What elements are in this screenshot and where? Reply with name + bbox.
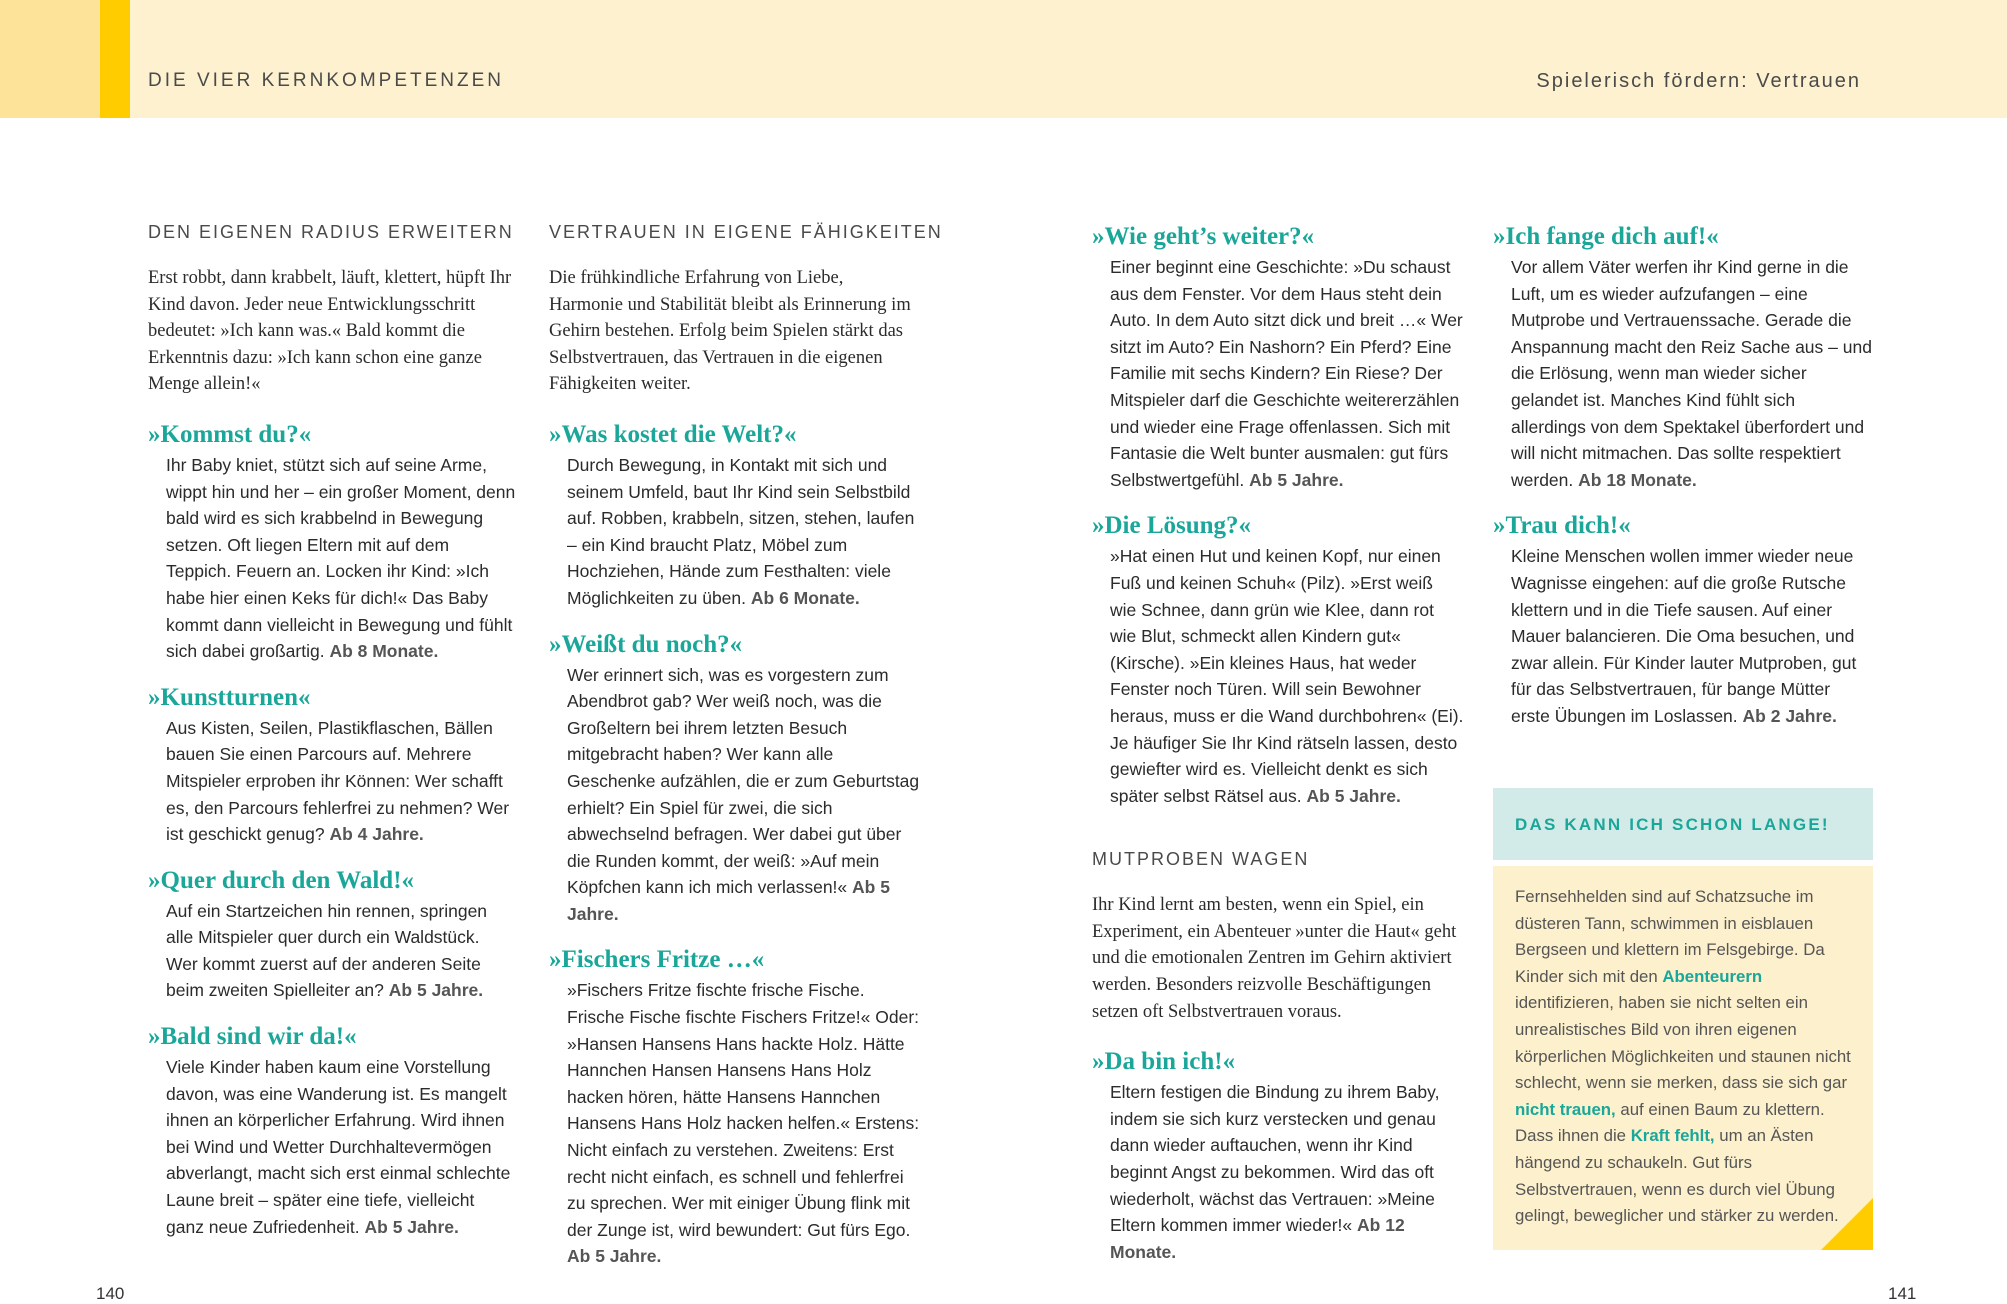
section-kicker: VERTRAUEN IN EIGENE FÄHIGKEITEN <box>549 222 943 242</box>
header-band <box>0 0 2007 118</box>
game-body <box>567 452 921 612</box>
page-number-left: 140 <box>96 1284 125 1303</box>
infobox-text-part: Fernsehhelden sind auf Schatzsuche im düsteren Tann, schwimmen in eisblauen Bergseen und klettern im Felsgebirge. Da Kinder sich mit den <box>1515 887 1825 986</box>
page-number-right: 141 <box>1888 1284 1917 1303</box>
infobox-highlight: Kraft fehlt, <box>1630 1126 1715 1146</box>
game-entry <box>549 630 921 928</box>
game-text: Auf ein Startzeichen hin rennen, springen alle Mitspieler quer durch ein Waldstück. Wer kommt zuerst auf der anderen Seite beim zweiten Spielleiter an? <box>166 900 488 1001</box>
game-title: »Weißt du noch?« <box>549 630 743 658</box>
column-4 <box>1493 222 1873 748</box>
running-head-left: DIE VIER KERNKOMPETENZEN <box>148 70 504 91</box>
age-label: Ab 4 Jahre. <box>329 824 424 845</box>
game-entry <box>148 866 516 1004</box>
infobox-header <box>1493 788 1873 860</box>
game-title: »Die Lösung?« <box>1092 512 1252 540</box>
game-text: Wer erinnert sich, was es vorgestern zum Abendbrot gab? Wer weiß noch, was die Großeltern bei ihrem letzten Besuch mitgebracht haben? Wer kann alle Geschenke aufzählen, die er zum Geburtstag erhielt? Ein Spiel für zwei, die sich abwechselnd befragen. Wer dabei gut über die Runden kommt, der weiß: »Auf mein Köpfchen kann ich mich verlassen!« <box>567 664 920 898</box>
running-head-right: Spielerisch fördern: Vertrauen <box>1536 70 1861 92</box>
game-body <box>567 662 921 928</box>
age-label: Ab 5 Jahre. <box>567 877 890 924</box>
column-3 <box>1092 222 1464 1283</box>
age-label: Ab 12 Monate. <box>1110 1215 1405 1262</box>
game-title: »Was kostet die Welt?« <box>549 420 797 448</box>
header-stripe-left <box>0 0 100 118</box>
game-body <box>166 715 516 848</box>
game-body <box>1511 543 1873 729</box>
game-entry <box>1092 511 1464 809</box>
game-body <box>1110 543 1464 809</box>
infobox-body <box>1493 866 1873 1250</box>
game-title: »Fischers Fritze …« <box>549 946 765 974</box>
game-title: »Trau dich!« <box>1493 512 1631 540</box>
game-title: »Wie geht’s weiter?« <box>1092 223 1315 250</box>
game-title: »Kommst du?« <box>148 420 312 448</box>
game-text: Vor allem Väter werfen ihr Kind gerne in die Luft, um es wieder aufzufangen – eine Mutprobe und Vertrauenssache. Gerade die Anspannung macht den Reiz Sache aus – und die Erlösung, wenn man wieder sicher gelandet ist. Manches Kind fühlt sich allerdings von dem Spektakel überfordert und will nicht mitmachen. Das sollte respektiert werden. <box>1511 257 1872 490</box>
game-entry <box>1092 1047 1464 1265</box>
age-label: Ab 18 Monate. <box>1578 469 1697 490</box>
game-entry <box>549 945 921 1270</box>
infobox-text-part: auf einen Baum zu klettern. Dass ihnen die <box>1515 1099 1825 1146</box>
game-text: »Hat einen Hut und keinen Kopf, nur einen Fuß und keinen Schuh« (Pilz). »Erst weiß wie Schnee, dann grün wie Klee, dann rot wie Blut, schmeckt allen Kindern gut« (Kirsche). »Ein kleines Haus, hat weder Fenster noch Türen. Will sein Bewohner heraus, muss er die Wand durchbohren« (Ei). Je häufiger Sie Ihr Kind rätseln lassen, desto gewiefter wird es. Vielleicht denkt es sich später selbst Rätsel aus. <box>1110 546 1464 806</box>
game-entry <box>148 1022 516 1240</box>
game-title: »Bald sind wir da!« <box>148 1023 357 1051</box>
age-label: Ab 6 Monate. <box>750 587 860 608</box>
age-label: Ab 5 Jahre. <box>364 1216 459 1237</box>
game-body <box>166 1054 516 1240</box>
age-label: Ab 8 Monate. <box>329 641 439 662</box>
game-entry <box>148 420 516 665</box>
game-text: Ihr Baby kniet, stützt sich auf seine Arme, wippt hin und her – ein großer Moment, denn bald wird es sich krabbelnd in Bewegung setzen. Oft liegen Eltern mit auf dem Teppich. Feuern an. Locken ihr Kind: »Ich habe hier einen Keks für dich!« Das Baby kommt dann vielleicht in Bewegung und fühlt sich dabei großartig. <box>166 454 516 662</box>
age-label: Ab 2 Jahre. <box>1742 705 1837 726</box>
section-intro: Ihr Kind lernt am besten, wenn ein Spiel, ein Experiment, ein Abenteuer »unter die Haut« geht und die emotionalen Zentren im Gehirn aktiviert werden. Besonders reizvolle Beschäftigungen setzen oft Selbstvertrauen voraus. <box>1092 895 1457 1022</box>
game-title: »Quer durch den Wald!« <box>148 866 415 894</box>
section-intro: Erst robbt, dann krabbelt, läuft, klettert, hüpft Ihr Kind davon. Jeder neue Entwicklungsschritt bedeutet: »Ich kann was.« Bald kommt die Erkenntnis dazu: »Ich kann schon eine ganze Menge allein!« <box>148 268 512 395</box>
infobox-highlight: Abenteurern <box>1662 966 1763 986</box>
game-text: Kleine Menschen wollen immer wieder neue Wagnisse eingehen: auf die große Rutsche klettern und in die Tiefe sausen. Auf einer Mauer balancieren. Die Oma besuchen, und zwar allein. Für Kinder lauter Mutproben, gut für das Selbstvertrauen, für bange Mütter erste Übungen im Loslassen. <box>1511 546 1857 726</box>
game-title: »Da bin ich!« <box>1092 1048 1236 1076</box>
infobox-text-part: identifizieren, haben sie nicht selten ein unrealistisches Bild von ihren eigenen körperlichen Möglichkeiten und staunen nicht schlecht, wenn sie merken, dass sie sich gar <box>1515 993 1851 1093</box>
game-body <box>166 452 516 665</box>
infobox-text-part: um an Ästen hängend zu schaukeln. Gut fürs Selbstvertrauen, wenn es durch viel Übung gelingt, beweglicher und stärker zu werden. <box>1515 1126 1839 1226</box>
game-text: Viele Kinder haben kaum eine Vorstellung davon, was eine Wanderung ist. Es mangelt ihnen an körperlicher Erfahrung. Wird ihnen bei Wind und Wetter Durchhaltevermögen abverlangt, macht sich erst einmal schlechte Laune breit – später eine tiefe, vielleicht ganz neue Zufriedenheit. <box>166 1057 511 1237</box>
infobox-text <box>1515 884 1857 1230</box>
game-text: Durch Bewegung, in Kontakt mit sich und seinem Umfeld, baut Ihr Kind sein Selbstbild auf. Robben, krabbeln, sitzen, stehen, laufen – ein Kind braucht Platz, Möbel zum Hochziehen, Hände zum Festhalten: viele Möglichkeiten zu üben. <box>567 454 915 608</box>
game-entry <box>1493 511 1873 729</box>
game-text: Aus Kisten, Seilen, Plastikflaschen, Bällen bauen Sie einen Parcours auf. Mehrere Mitspieler erproben ihr Können: Wer schafft es, den Parcours fehlerfrei zu nehmen? Wer ist geschickt genug? <box>166 717 510 845</box>
game-entry <box>549 420 921 612</box>
corner-fold-icon <box>1821 1198 1873 1250</box>
infobox-heading: DAS KANN ICH SCHON LANGE! <box>1515 815 1830 834</box>
game-entry <box>148 683 516 848</box>
age-label: Ab 5 Jahre. <box>1306 785 1401 806</box>
column-2 <box>549 222 943 1288</box>
game-text: Einer beginnt eine Geschichte: »Du schaust aus dem Fenster. Vor dem Haus steht dein Auto. In dem Auto sitzt dick und breit …« Wer sitzt im Auto? Ein Nashorn? Ein Pferd? Eine Familie mit sechs Kindern? Ein Riese? Der Mitspieler darf die Geschichte weitererzählen und wieder eine Frage offenlassen. Sich mit Fantasie die Welt bunter ausmalen: gut fürs Selbstwertgefühl. <box>1110 257 1463 490</box>
game-body <box>1110 254 1464 493</box>
header-accent-bar <box>100 0 130 118</box>
section-intro: Die frühkindliche Erfahrung von Liebe, Harmonie und Stabilität bleibt als Erinnerung im Gehirn bestehen. Erfolg beim Spielen stärkt das Selbstvertrauen, das Vertrauen in die eigenen Fähigkeiten weiter. <box>549 268 911 395</box>
infobox-highlight: nicht trauen, <box>1515 1099 1616 1119</box>
game-entry <box>1092 222 1464 493</box>
game-title: »Ich fange dich auf!« <box>1493 223 1719 250</box>
section-kicker: MUTPROBEN WAGEN <box>1092 849 1310 870</box>
game-body <box>1110 1079 1464 1265</box>
age-label: Ab 5 Jahre. <box>1249 469 1344 490</box>
game-body <box>567 977 921 1270</box>
game-text: Eltern festigen die Bindung zu ihrem Baby, indem sie sich kurz verstecken und genau dann wieder auftauchen, wenn ihr Kind beginnt Angst zu bekommen. Wird das oft wiederholt, wächst das Vertrauen: »Meine Eltern kommen immer wieder!« <box>1110 1082 1440 1236</box>
section-kicker: DEN EIGENEN RADIUS ERWEITERN <box>148 222 514 242</box>
game-body <box>1511 254 1873 493</box>
age-label: Ab 5 Jahre. <box>388 980 484 1001</box>
age-label: Ab 5 Jahre. <box>567 1246 662 1267</box>
column-1 <box>148 222 516 1258</box>
game-title: »Kunstturnen« <box>148 683 311 711</box>
game-text: »Fischers Fritze fischte frische Fische. Frische Fische fischte Fischers Fritze!« Oder: »Hansen Hansens Hans hackte Holz. Hätte Hannchen Hansen Hansens Hans Holz hacken hören, hätte Hansens Hannchen Hansens Hans Holz hacken helfen.« Erstens: Nicht einfach zu verstehen. Zweitens: Erst recht nicht einfach, es schnell und fehlerfrei zu sprechen. Wer mit einiger Übung flink mit der Zunge ist, wird bewundert: Gut fürs Ego. <box>567 980 920 1240</box>
game-entry <box>1493 222 1873 493</box>
game-body <box>166 898 516 1004</box>
